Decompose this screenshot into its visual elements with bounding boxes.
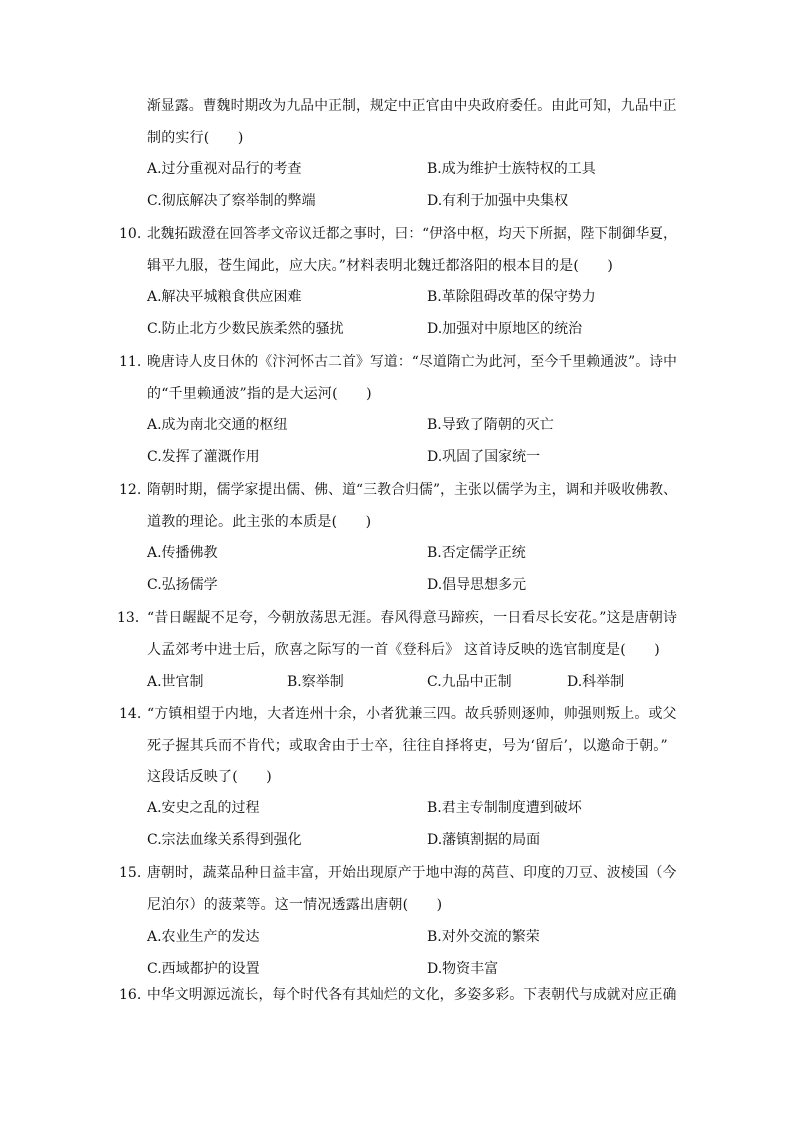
q14-stem-line3: 这段话反映了( ) [147, 769, 272, 785]
q12-option-c: C.弘扬儒学 [147, 577, 218, 593]
q15-option-c: C.西域都护的设置 [147, 961, 260, 977]
q16-stem-line1: 中华文明源远流长，每个时代各有其灿烂的文化，多姿多彩。下表朝代与成就对应正确 [147, 987, 677, 1003]
q9-option-d: D.有利于加强中央集权 [427, 193, 569, 209]
q13-option-d: D.科举制 [567, 674, 625, 690]
q11-option-a: A.成为南北交通的枢纽 [147, 417, 288, 433]
q11-option-d: D.巩固了国家统一 [427, 449, 541, 465]
q10-option-a: A.解决平城粮食供应困难 [147, 289, 302, 305]
q9-stem-line2: 制的实行( ) [147, 130, 244, 146]
q15-stem-line1: 唐朝时，蔬菜品种日益丰富，开始出现原产于地中海的莴苣、印度的刀豆、波棱国（今 [147, 865, 677, 881]
q15-stem-line2: 尼泊尔）的菠菜等。这一情况透露出唐朝( ) [147, 897, 443, 913]
q14-option-d: D.藩镇割据的局面 [427, 832, 541, 848]
q12-stem-line2: 道教的理论。此主张的本质是( ) [147, 514, 372, 530]
q14-option-a: A.安史之乱的过程 [147, 800, 260, 816]
q14-option-b: B.君主专制制度遭到破坏 [427, 800, 582, 816]
q12-stem-line1: 隋朝时期，儒学家提出儒、佛、道“三教合归儒”，主张以儒学为主，调和并吸收佛教、 [147, 482, 678, 498]
q14-option-c: C.宗法血缘关系得到强化 [147, 832, 302, 848]
q12-option-d: D.倡导思想多元 [427, 577, 527, 593]
q14-stem-line1: “方镇相望于内地，大者连州十余，小者犹兼三四。故兵骄则逐帅，帅强则叛上。或父 [147, 706, 677, 722]
q10-option-c: C.防止北方少数民族柔然的骚扰 [147, 321, 344, 337]
q15-option-b: B.对外交流的繁荣 [427, 929, 540, 945]
q10-number: 10. [119, 226, 142, 242]
q13-option-a: A.世官制 [147, 674, 204, 690]
q15-option-d: D.物资丰富 [427, 961, 499, 977]
q11-option-b: B.导致了隋朝的灭亡 [427, 417, 554, 433]
q10-option-b: B.革除阻碍改革的保守势力 [427, 289, 596, 305]
q11-stem-line1: 晚唐诗人皮日休的《汴河怀古二首》写道：“尽道隋亡为此河，至今千里赖通波”。诗中 [147, 354, 678, 370]
q13-stem-line1: “昔日龌龊不足夸，今朝放荡思无涯。春风得意马蹄疾，一日看尽长安花。”这是唐朝诗 [147, 610, 678, 626]
q9-option-c: C.彻底解决了察举制的弊端 [147, 193, 316, 209]
q10-option-d: D.加强对中原地区的统治 [427, 321, 583, 337]
q13-stem-line2: 人孟郊考中进士后，欣喜之际写的一首《登科后》 这首诗反映的选官制度是( ) [147, 642, 660, 658]
q9-stem-line1: 渐显露。曹魏时期改为九品中正制，规定中正官由中央政府委任。由此可知，九品中正 [147, 98, 677, 114]
q14-stem-line2: 死子握其兵而不肯代；或取舍由于士卒，往往自择将吏，号为‘留后’，以邀命于朝。” [147, 738, 668, 754]
q10-stem-line2: 辑平九服，苍生闻此，应大庆。”材料表明北魏迁都洛阳的根本目的是( ) [147, 258, 614, 274]
q15-option-a: A.农业生产的发达 [147, 929, 260, 945]
q9-option-a: A.过分重视对品行的考查 [147, 161, 302, 177]
q12-option-b: B.否定儒学正统 [427, 545, 526, 561]
q12-number: 12. [119, 482, 142, 498]
q13-option-c: C.九品中正制 [427, 674, 512, 690]
q14-number: 14. [119, 706, 142, 722]
q16-number: 16. [119, 987, 142, 1003]
q11-number: 11. [119, 354, 142, 370]
q12-option-a: A.传播佛教 [147, 545, 218, 561]
q13-option-b: B.察举制 [287, 674, 344, 690]
q10-stem-line1: 北魏拓跋澄在回答孝文帝议迁都之事时，曰：“伊洛中枢，均天下所据，陛下制御华夏， [147, 226, 677, 242]
q11-option-c: C.发挥了灌溉作用 [147, 449, 260, 465]
q15-number: 15. [119, 865, 142, 881]
q11-stem-line2: 的“千里赖通波”指的是大运河( ) [147, 386, 372, 402]
q9-option-b: B.成为维护士族特权的工具 [427, 161, 596, 177]
q13-number: 13． [117, 610, 149, 626]
